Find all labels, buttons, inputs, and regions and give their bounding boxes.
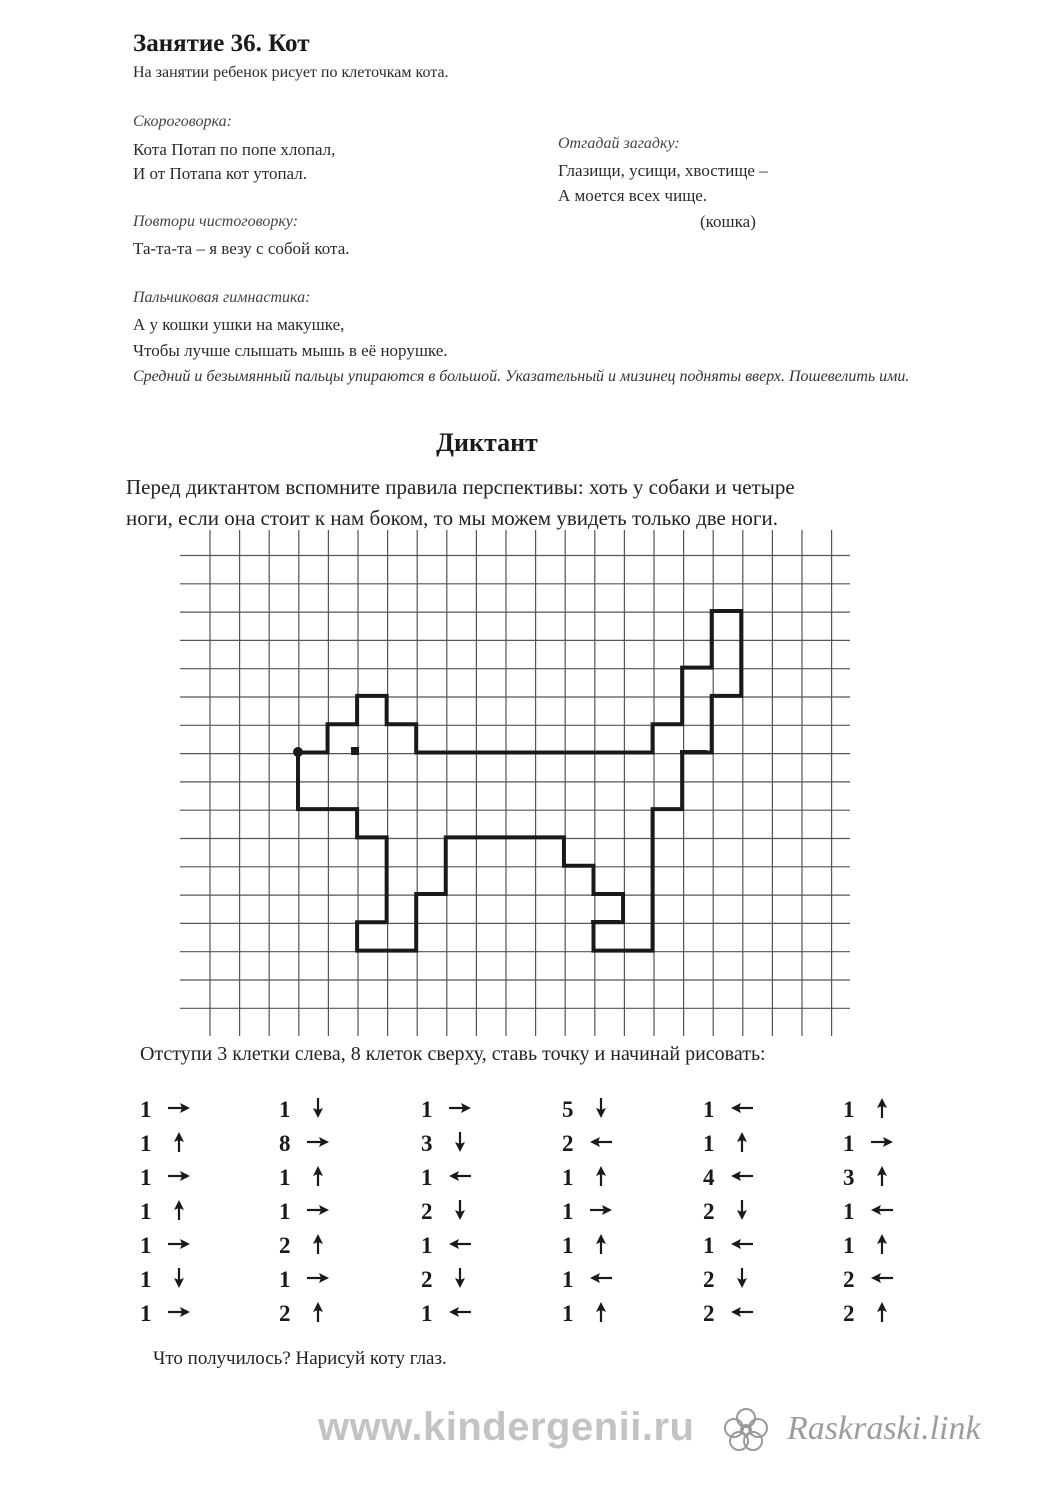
arrow-up-icon xyxy=(166,1199,192,1226)
arrow-up-icon xyxy=(588,1165,614,1192)
step-count: 1 xyxy=(562,1165,574,1190)
tongue-twister-line-1: Кота Потап по попе хлопал, xyxy=(133,140,336,159)
dictation-step xyxy=(140,1195,192,1229)
dictation-step xyxy=(843,1297,895,1331)
dictation-step xyxy=(562,1263,614,1297)
arrow-up-icon xyxy=(869,1233,895,1260)
arrow-left-icon xyxy=(447,1301,473,1328)
arrow-right-icon xyxy=(305,1131,331,1158)
step-count: 3 xyxy=(843,1165,855,1190)
dictation-step xyxy=(421,1229,473,1263)
arrow-left-icon xyxy=(729,1233,755,1260)
arrow-right-icon xyxy=(869,1131,895,1158)
arrow-up-icon xyxy=(166,1131,192,1158)
arrow-down-icon xyxy=(729,1199,755,1226)
step-count: 1 xyxy=(279,1097,291,1122)
riddle-line-2: А моется всех чище. xyxy=(558,186,708,205)
dictation-step xyxy=(421,1297,473,1331)
steps-column xyxy=(562,1093,614,1331)
arrow-up-icon xyxy=(729,1131,755,1158)
step-count: 1 xyxy=(562,1233,574,1258)
step-count: 2 xyxy=(562,1131,574,1156)
dictation-step xyxy=(140,1161,192,1195)
arrow-left-icon xyxy=(729,1097,755,1124)
arrow-left-icon xyxy=(588,1131,614,1158)
flower-icon xyxy=(715,1406,777,1454)
arrow-left-icon xyxy=(869,1199,895,1226)
tongue-twister-line-2: И от Потапа кот утопал. xyxy=(133,164,307,183)
step-count: 5 xyxy=(562,1097,574,1122)
dictation-step xyxy=(421,1127,473,1161)
riddle-line-1: Глазищи, усищи, хвостище – xyxy=(558,161,768,180)
arrow-left-icon xyxy=(588,1267,614,1294)
arrow-up-icon xyxy=(869,1165,895,1192)
step-count: 1 xyxy=(140,1199,152,1224)
start-dot xyxy=(293,747,303,757)
step-count: 1 xyxy=(140,1301,152,1326)
arrow-right-icon xyxy=(447,1097,473,1124)
step-count: 1 xyxy=(279,1165,291,1190)
dictation-step xyxy=(703,1229,755,1263)
step-count: 1 xyxy=(843,1097,855,1122)
step-count: 1 xyxy=(140,1131,152,1156)
dictation-step xyxy=(562,1161,614,1195)
arrow-right-icon xyxy=(588,1199,614,1226)
arrow-right-icon xyxy=(166,1165,192,1192)
brand-watermark: Raskraski.link xyxy=(787,1410,981,1447)
dictation-step xyxy=(279,1161,331,1195)
step-count: 1 xyxy=(562,1301,574,1326)
arrow-left-icon xyxy=(729,1301,755,1328)
step-count: 1 xyxy=(703,1097,715,1122)
finger-gym-note: Средний и безымянный пальцы упираются в большой. Указательный и мизинец подняты вверх. Пошевелить ими. xyxy=(133,368,910,385)
step-count: 1 xyxy=(421,1301,433,1326)
arrow-right-icon xyxy=(305,1199,331,1226)
dictation-step xyxy=(562,1297,614,1331)
dictation-step xyxy=(140,1263,192,1297)
lesson-title: Занятие 36. Кот xyxy=(133,30,310,57)
step-count: 8 xyxy=(279,1131,291,1156)
step-count: 1 xyxy=(843,1199,855,1224)
dictation-step xyxy=(843,1093,895,1127)
final-question: Что получилось? Нарисуй коту глаз. xyxy=(153,1348,447,1369)
step-count: 3 xyxy=(421,1131,433,1156)
arrow-right-icon xyxy=(166,1301,192,1328)
dictation-step xyxy=(843,1161,895,1195)
dictation-step xyxy=(703,1127,755,1161)
dictation-step xyxy=(562,1229,614,1263)
step-count: 1 xyxy=(843,1131,855,1156)
step-count: 2 xyxy=(843,1267,855,1292)
dictation-step xyxy=(703,1297,755,1331)
dictation-step xyxy=(140,1127,192,1161)
pure-speech-line: Та-та-та – я везу с собой кота. xyxy=(133,239,350,258)
step-count: 1 xyxy=(140,1267,152,1292)
steps-column xyxy=(279,1093,331,1331)
dictation-step xyxy=(843,1195,895,1229)
dictation-step xyxy=(421,1093,473,1127)
arrow-down-icon xyxy=(447,1199,473,1226)
arrow-down-icon xyxy=(588,1097,614,1124)
dictation-step xyxy=(279,1297,331,1331)
arrow-down-icon xyxy=(447,1267,473,1294)
arrow-up-icon xyxy=(305,1165,331,1192)
cat-eye xyxy=(351,747,359,755)
dictation-step xyxy=(562,1195,614,1229)
step-count: 2 xyxy=(279,1233,291,1258)
arrow-up-icon xyxy=(305,1233,331,1260)
arrow-left-icon xyxy=(869,1267,895,1294)
dictation-step xyxy=(703,1263,755,1297)
step-count: 1 xyxy=(140,1097,152,1122)
grid-lines xyxy=(180,530,850,1036)
dictation-step xyxy=(843,1127,895,1161)
arrow-right-icon xyxy=(166,1097,192,1124)
pure-speech-label: Повтори чистоговорку: xyxy=(133,213,299,230)
dictation-step xyxy=(703,1161,755,1195)
riddle-answer: (кошка) xyxy=(700,212,756,231)
dictation-step xyxy=(140,1229,192,1263)
dictation-step xyxy=(421,1195,473,1229)
step-count: 1 xyxy=(843,1233,855,1258)
dictation-step xyxy=(279,1195,331,1229)
arrow-right-icon xyxy=(166,1233,192,1260)
dictation-step xyxy=(279,1093,331,1127)
finger-gym-line-1: А у кошки ушки на макушке, xyxy=(133,315,345,334)
dictation-heading: Диктант xyxy=(436,428,538,457)
dictation-step xyxy=(562,1127,614,1161)
dictation-step xyxy=(279,1263,331,1297)
lesson-intro: На занятии ребенок рисует по клеточкам кота. xyxy=(133,64,449,81)
arrow-down-icon xyxy=(166,1267,192,1294)
arrow-up-icon xyxy=(869,1097,895,1124)
arrow-down-icon xyxy=(447,1131,473,1158)
arrow-down-icon xyxy=(305,1097,331,1124)
step-count: 1 xyxy=(279,1199,291,1224)
cat-drawing xyxy=(298,611,741,951)
riddle-label: Отгадай загадку: xyxy=(558,135,680,152)
dictation-preface-line-1: Перед диктантом вспомните правила перспективы: хоть у собаки и четыре xyxy=(126,475,795,499)
dictation-step xyxy=(279,1229,331,1263)
dictation-step xyxy=(421,1161,473,1195)
dictation-instruction: Отступи 3 клетки слева, 8 клеток сверху, ставь точку и начинай рисовать: xyxy=(140,1043,766,1065)
dictation-step xyxy=(140,1093,192,1127)
step-count: 1 xyxy=(421,1097,433,1122)
step-count: 2 xyxy=(703,1267,715,1292)
dictation-step xyxy=(421,1263,473,1297)
step-count: 2 xyxy=(703,1301,715,1326)
steps-column xyxy=(140,1093,192,1331)
finger-gym-line-2: Чтобы лучше слышать мышь в её норушке. xyxy=(133,341,448,360)
arrow-up-icon xyxy=(588,1301,614,1328)
dictation-step xyxy=(843,1229,895,1263)
finger-gym-label: Пальчиковая гимнастика: xyxy=(133,289,311,306)
tongue-twister-label: Скороговорка: xyxy=(133,113,232,130)
step-count: 4 xyxy=(703,1165,715,1190)
step-count: 2 xyxy=(843,1301,855,1326)
dictation-step xyxy=(562,1093,614,1127)
step-count: 1 xyxy=(279,1267,291,1292)
step-count: 2 xyxy=(279,1301,291,1326)
dictation-step xyxy=(703,1195,755,1229)
arrow-up-icon xyxy=(305,1301,331,1328)
arrow-up-icon xyxy=(869,1301,895,1328)
arrow-up-icon xyxy=(588,1233,614,1260)
step-count: 2 xyxy=(421,1267,433,1292)
dictation-preface-line-2: ноги, если она стоит к нам боком, то мы можем увидеть только две ноги. xyxy=(126,506,778,530)
steps-column xyxy=(843,1093,895,1331)
step-count: 1 xyxy=(421,1233,433,1258)
arrow-down-icon xyxy=(729,1267,755,1294)
step-count: 1 xyxy=(562,1199,574,1224)
dictation-step xyxy=(843,1263,895,1297)
arrow-left-icon xyxy=(447,1165,473,1192)
arrow-left-icon xyxy=(729,1165,755,1192)
dictation-step xyxy=(703,1093,755,1127)
step-count: 2 xyxy=(703,1199,715,1224)
step-count: 1 xyxy=(140,1233,152,1258)
site-watermark: www.kindergenii.ru xyxy=(318,1405,695,1449)
steps-column xyxy=(703,1093,755,1331)
arrow-left-icon xyxy=(447,1233,473,1260)
step-count: 1 xyxy=(703,1233,715,1258)
steps-column xyxy=(421,1093,473,1331)
dictation-step xyxy=(279,1127,331,1161)
step-count: 1 xyxy=(140,1165,152,1190)
step-count: 2 xyxy=(421,1199,433,1224)
arrow-right-icon xyxy=(305,1267,331,1294)
dictation-step xyxy=(140,1297,192,1331)
step-count: 1 xyxy=(562,1267,574,1292)
step-count: 1 xyxy=(703,1131,715,1156)
step-count: 1 xyxy=(421,1165,433,1190)
